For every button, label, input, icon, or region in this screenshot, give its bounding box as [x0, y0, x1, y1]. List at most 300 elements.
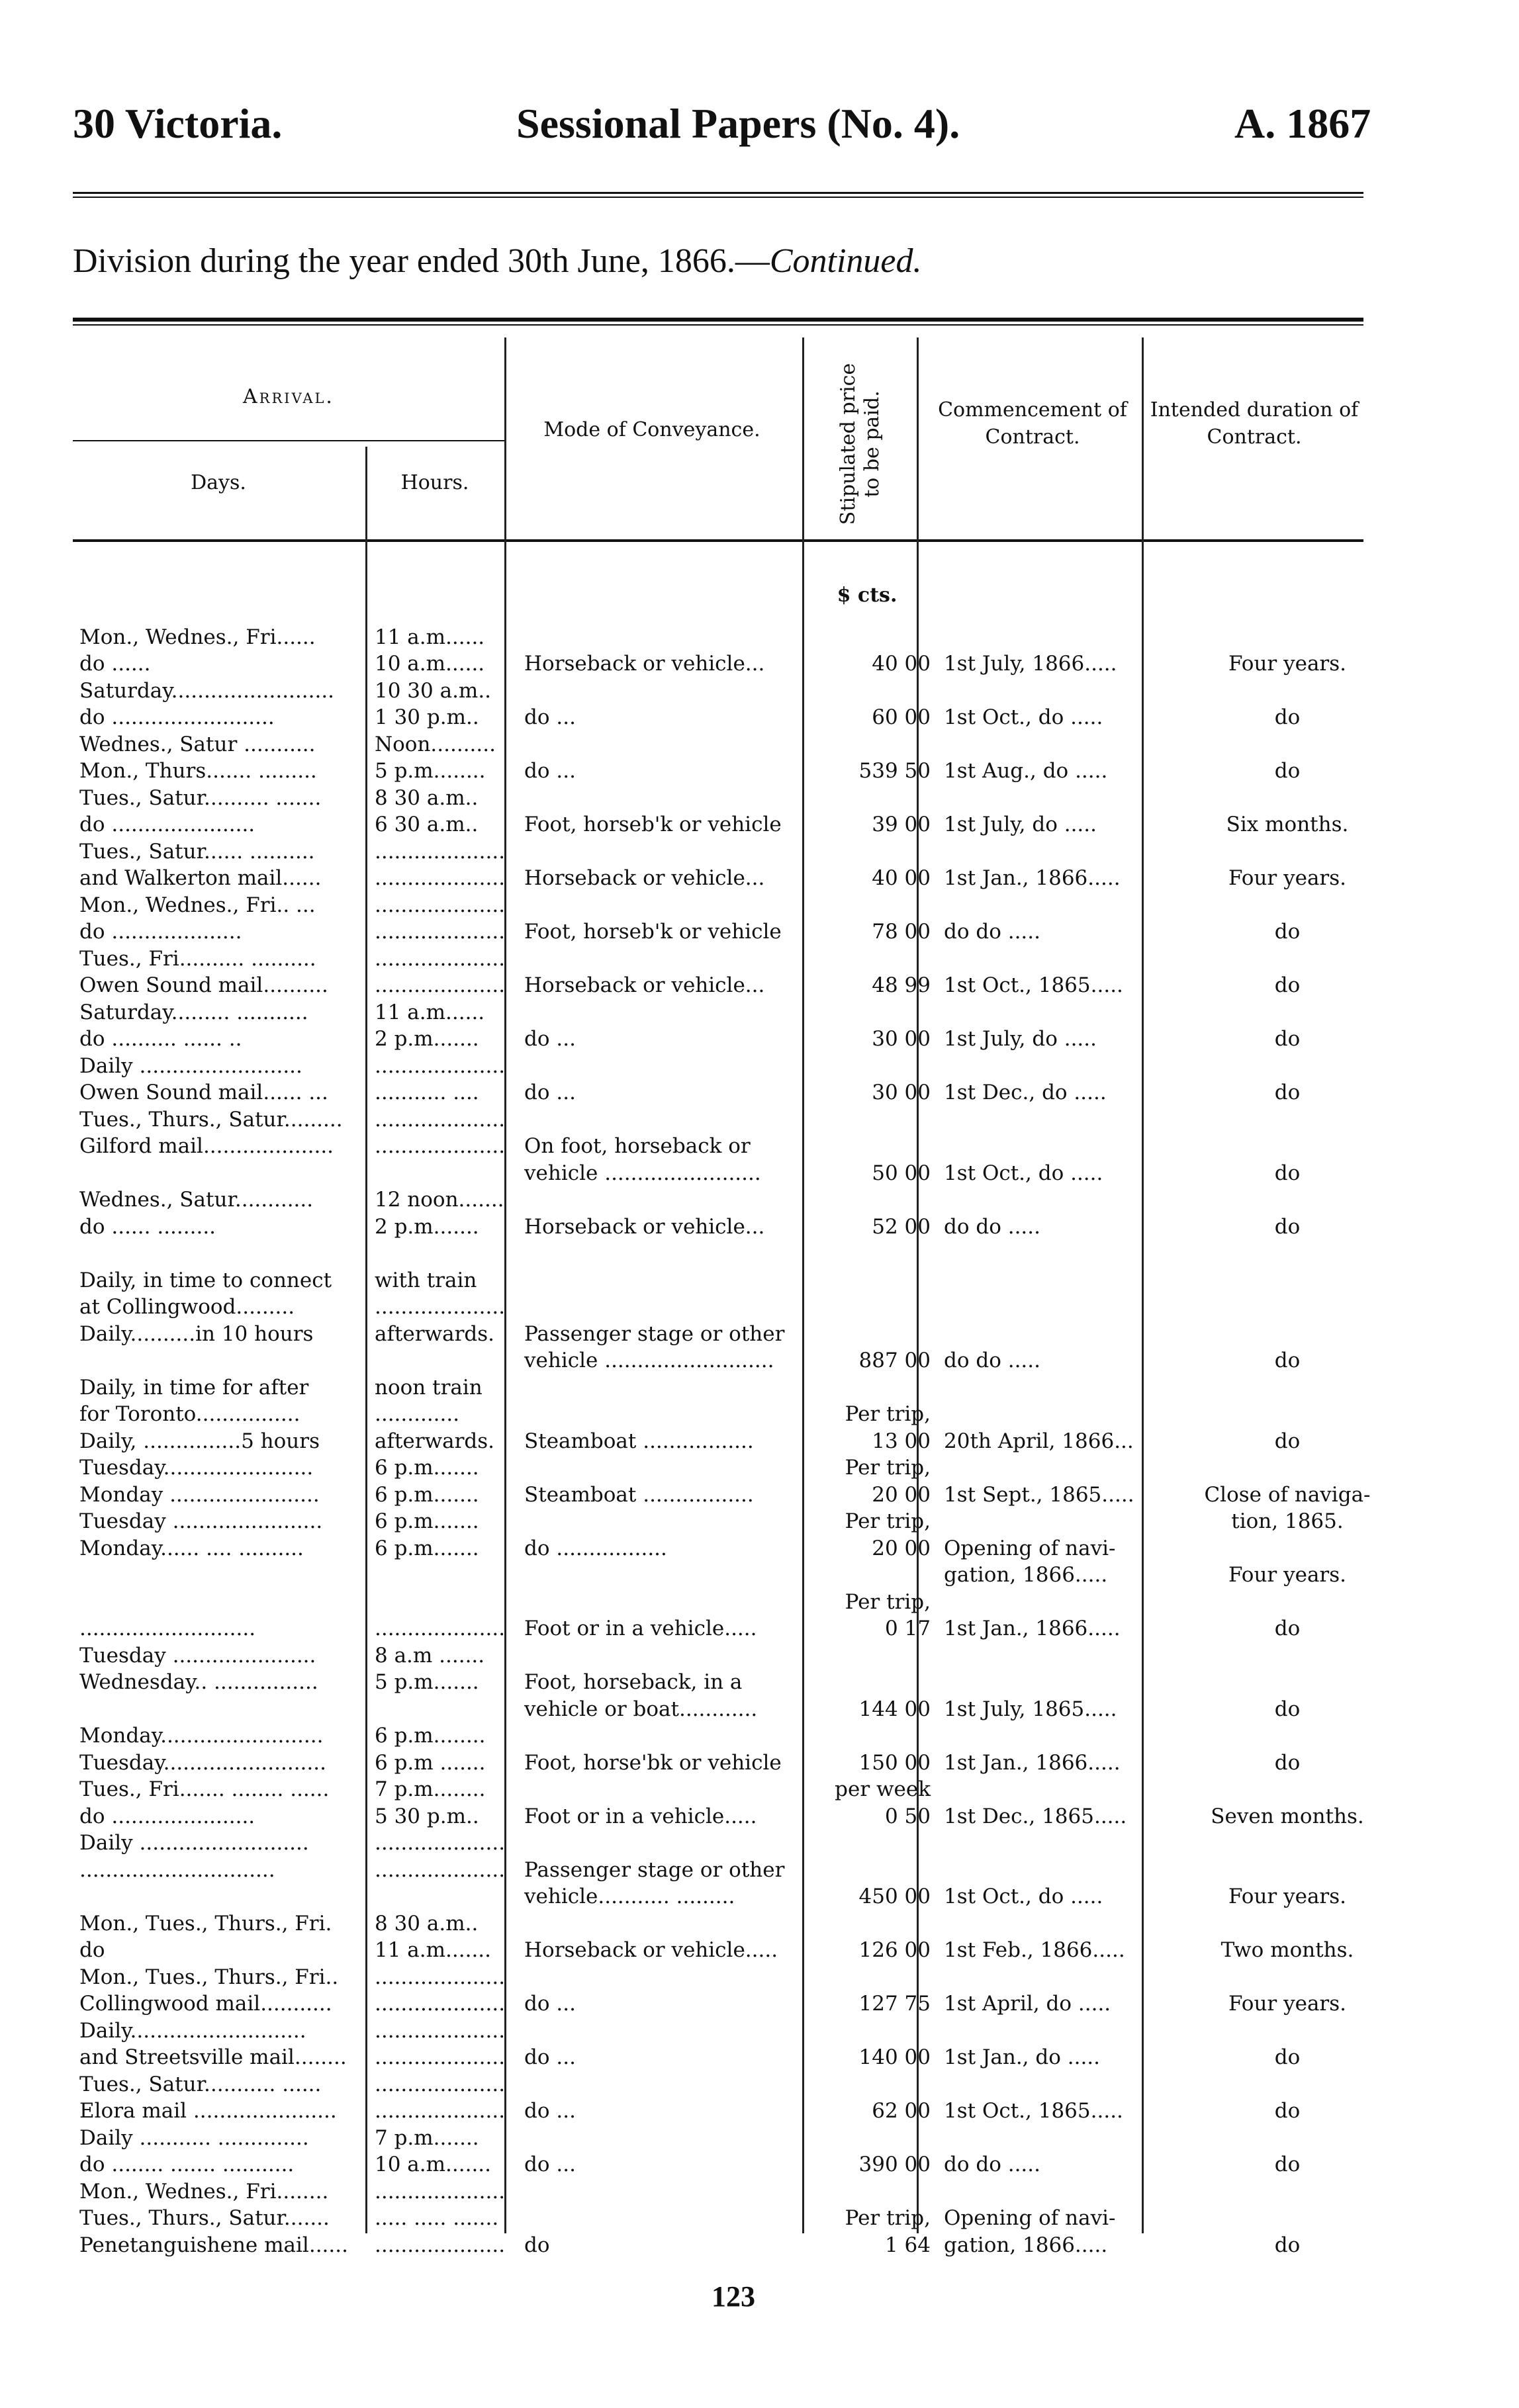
cell-hours: 10 a.m....... [375, 2153, 492, 2176]
cell-price: 60 00 [872, 705, 931, 729]
cell-days: Tuesday....................... [79, 1456, 314, 1480]
cell-days: at Collingwood......... [79, 1295, 295, 1319]
table-row [73, 1962, 1403, 1989]
cell-comm [937, 1507, 1172, 1534]
header-rule-2 [73, 197, 1363, 198]
cell-dur: Seven months. [1211, 1804, 1364, 1828]
cell-price [817, 1668, 937, 1695]
cell-dur [1172, 1051, 1403, 1078]
cell-price: 40 00 [872, 652, 931, 676]
table-row [73, 1132, 1403, 1159]
table-row [73, 2204, 1403, 2231]
cell-hours: noon train [375, 1375, 483, 1400]
table-row [73, 810, 1403, 837]
cell-dur [1172, 944, 1403, 971]
cell-days: Wednes., Satur............ [79, 1188, 314, 1212]
cell-comm: 1st Aug., do ..... [944, 759, 1108, 783]
cell-comm: 1st Oct., 1865..... [944, 973, 1123, 997]
cell-comm [937, 1104, 1172, 1132]
cell-days: Tuesday......................... [79, 1750, 326, 1775]
cell-hours: afterwards. [375, 1429, 495, 1453]
cell-dur [1172, 1453, 1403, 1480]
price-unit: $ cts. [837, 584, 898, 607]
table-row [73, 622, 1403, 649]
cell-mode [518, 1721, 817, 1748]
cell-price: Per trip, [845, 1589, 931, 1614]
cell-hours: .................... [375, 2072, 506, 2096]
table-row [73, 1775, 1403, 1802]
cell-hours: .................... [375, 2018, 506, 2043]
cell-price: 13 00 [872, 1429, 931, 1453]
cell-dur [1172, 1668, 1403, 1695]
cell-mode: do ... [524, 705, 576, 729]
cell-hours: .................... [375, 1831, 506, 1855]
cell-days: Daily........................... [79, 2018, 306, 2043]
cell-price: 48 99 [872, 973, 931, 997]
cell-dur: Close of naviga- [1204, 1482, 1371, 1507]
cell-hours [368, 1239, 518, 1266]
table-row [73, 1453, 1403, 1480]
cell-days: Mon., Wednes., Fri.. ... [79, 893, 316, 917]
cell-comm: 1st Jan., do ..... [944, 2045, 1101, 2069]
cell-price [817, 1185, 937, 1212]
cell-price [817, 729, 937, 756]
table-row [73, 1507, 1403, 1534]
cell-hours: 5 p.m........ [375, 759, 486, 783]
cell-mode: Foot, horse'bk or vehicle [524, 1750, 782, 1775]
cell-hours: 6 p.m ....... [375, 1750, 486, 1775]
cell-price: 1 64 [884, 2233, 931, 2257]
cell-mode: Foot or in a vehicle..... [524, 1804, 757, 1828]
cell-dur: do [1274, 1161, 1301, 1185]
cell-dur: do [1274, 920, 1301, 944]
cell-price [817, 1962, 937, 1989]
cell-mode: do ... [524, 1081, 576, 1104]
cell-price [817, 676, 937, 703]
cell-mode [518, 1828, 817, 1855]
cell-mode [518, 2069, 817, 2096]
cell-comm: 1st Dec., 1865..... [944, 1804, 1127, 1828]
cell-days: Tues., Fri....... ........ ...... [79, 1777, 330, 1801]
contracts-table-body [73, 622, 1403, 2257]
cell-dur [1172, 1640, 1403, 1668]
cell-days: Mon., Wednes., Fri........ [79, 2179, 329, 2204]
cell-mode [518, 1104, 817, 1132]
cell-hours: 1 30 p.m.. [375, 705, 479, 729]
cell-hours: .................... [375, 1857, 506, 1882]
cell-days: Daily ........... .............. [79, 2125, 309, 2150]
cell-mode: Horseback or vehicle... [524, 973, 765, 997]
arrival-underline [73, 440, 504, 441]
cell-price: 150 00 [858, 1750, 931, 1775]
table-row [73, 1265, 1403, 1292]
cell-mode [518, 1775, 817, 1802]
cell-comm [937, 1400, 1172, 1427]
table-row [73, 1640, 1403, 1668]
table-row [73, 1668, 1403, 1695]
cell-price [817, 1132, 937, 1159]
cell-hours: 6 p.m....... [375, 1456, 479, 1480]
cell-price [817, 1560, 937, 1587]
cell-days: Tues., Satur.......... ....... [79, 785, 322, 810]
cell-hours: 5 p.m....... [375, 1670, 479, 1694]
cell-price [817, 1265, 937, 1292]
cell-price: 39 00 [872, 813, 931, 836]
cell-mode [518, 1292, 817, 1319]
cell-days [73, 1158, 368, 1185]
table-row [73, 1346, 1403, 1373]
cell-mode: Foot, horseback, in a [524, 1670, 743, 1694]
cell-price [817, 997, 937, 1024]
cell-dur: do [1274, 1027, 1301, 1051]
cell-hours: Noon.......... [375, 732, 496, 756]
cell-comm: do do ..... [944, 920, 1040, 944]
cell-mode [518, 1239, 817, 1266]
cell-hours: .................... [375, 893, 506, 917]
cell-mode: Horseback or vehicle..... [524, 1938, 778, 1962]
cell-comm: 1st Jan., 1866..... [944, 866, 1121, 890]
cell-dur [1172, 783, 1403, 810]
cell-mode: Foot, horseb'k or vehicle [524, 920, 782, 944]
cell-comm: 20th April, 1866... [944, 1429, 1134, 1453]
cell-days: Tues., Thurs., Satur....... [79, 2206, 330, 2230]
cell-hours: 10 30 a.m.. [375, 678, 492, 703]
cell-comm [937, 783, 1172, 810]
page-number: 123 [712, 2280, 755, 2313]
cell-mode [518, 1962, 817, 1989]
table-row [73, 1372, 1403, 1400]
cell-hours: .................... [375, 1617, 506, 1640]
cell-price [817, 2069, 937, 2096]
cell-dur: do [1274, 759, 1301, 783]
table-row [73, 1158, 1403, 1185]
cell-days [73, 1239, 368, 1266]
cell-hours: .................... [375, 1992, 506, 2016]
cell-comm: 1st Jan., 1866..... [944, 1750, 1121, 1775]
cell-comm: do do ..... [944, 2153, 1040, 2176]
cell-mode [518, 944, 817, 971]
cell-days [73, 1694, 368, 1721]
cell-mode: Steamboat ................. [524, 1429, 754, 1453]
cell-price [817, 1855, 937, 1882]
cell-price: 62 00 [872, 2099, 931, 2123]
table-row [73, 1908, 1403, 1936]
cell-comm: 1st Oct., do ..... [944, 1161, 1103, 1185]
cell-hours: .................... [375, 1134, 506, 1158]
cell-dur: do [1274, 705, 1301, 729]
cell-mode [518, 1908, 817, 1936]
table-row [73, 997, 1403, 1024]
cell-hours: 8 a.m ....... [375, 1643, 485, 1668]
cell-price: 30 00 [872, 1027, 931, 1051]
cell-dur: do [1274, 2233, 1301, 2257]
cell-days: do .................... [79, 920, 242, 944]
cell-mode: vehicle or boat............ [524, 1697, 758, 1721]
cell-days: Tuesday ....................... [79, 1509, 323, 1533]
table-row [73, 1614, 1403, 1641]
header-rule [73, 192, 1363, 194]
cell-comm: do do ..... [944, 1214, 1040, 1239]
cell-mode [518, 2016, 817, 2043]
table-row [73, 1882, 1403, 1909]
cell-comm: 1st July, 1865..... [944, 1697, 1117, 1721]
cell-mode: vehicle ........................ [524, 1161, 761, 1185]
cell-mode [518, 1453, 817, 1480]
cell-dur [1172, 997, 1403, 1024]
table-row [73, 703, 1403, 730]
cell-hours: .................... [375, 2099, 506, 2123]
cell-days: Wednesday.. ................ [79, 1670, 318, 1694]
cell-mode [518, 1560, 817, 1587]
cell-price: per week [835, 1777, 931, 1801]
table-row [73, 1292, 1403, 1319]
table-row [73, 1801, 1403, 1828]
subtitle-text: Division during the year ended 30th June, 1866.— [73, 242, 770, 280]
cell-comm: 1st April, do ..... [944, 1992, 1111, 2016]
header-bottom-rule [73, 539, 1363, 542]
cell-hours: .................... [375, 1107, 506, 1132]
cell-dur [1172, 2123, 1403, 2150]
cell-mode [518, 2204, 817, 2231]
cell-comm: 1st Dec., do ..... [944, 1081, 1107, 1104]
cell-price [817, 1051, 937, 1078]
cell-mode [518, 729, 817, 756]
cell-mode [518, 1587, 817, 1614]
cell-comm: 1st July, do ..... [944, 813, 1097, 836]
cell-days: Daily, in time to connect [79, 1268, 332, 1292]
cell-mode: do ... [524, 759, 576, 783]
cell-dur: do [1274, 1349, 1301, 1372]
cell-days: Saturday......... ........... [79, 1000, 308, 1024]
cell-days: Daily, ...............5 hours [79, 1429, 320, 1453]
cell-days: Mon., Thurs....... ......... [79, 759, 317, 783]
cell-days: Mon., Wednes., Fri...... [79, 625, 316, 649]
table-row [73, 2123, 1403, 2150]
cell-hours: 7 p.m....... [375, 2125, 479, 2150]
table-row [73, 2069, 1403, 2096]
cell-comm [937, 1372, 1172, 1400]
table-row [73, 2176, 1403, 2204]
table-row [73, 836, 1403, 864]
cell-price: 20 00 [872, 1536, 931, 1560]
table-row [73, 756, 1403, 783]
table-row [73, 1989, 1403, 2016]
cell-mode [518, 676, 817, 703]
cell-days [73, 1587, 368, 1614]
cell-dur [1172, 676, 1403, 703]
cell-hours [368, 1882, 518, 1909]
cell-dur: do [1274, 2099, 1301, 2123]
cell-comm [937, 1132, 1172, 1159]
cell-price: 52 00 [872, 1214, 931, 1239]
cell-mode [518, 1372, 817, 1400]
table-row [73, 676, 1403, 703]
page-subtitle [73, 242, 922, 281]
cell-days: Daily..........in 10 hours [79, 1321, 314, 1346]
cell-mode [518, 2176, 817, 2204]
table-row [73, 1694, 1403, 1721]
cell-days: Tuesday ...................... [79, 1643, 316, 1668]
cell-days: do ...................... [79, 1804, 255, 1828]
cell-dur [1172, 1962, 1403, 1989]
cell-comm [937, 836, 1172, 864]
header-center: Sessional Papers (No. 4). [516, 100, 960, 147]
cell-mode: vehicle .......................... [524, 1349, 774, 1372]
cell-hours: ........... .... [375, 1081, 479, 1104]
cell-mode: do ... [524, 2045, 576, 2069]
cell-days: Wednes., Satur ........... [79, 732, 316, 756]
cell-mode [518, 1400, 817, 1427]
header-right: A. 1867 [1234, 100, 1371, 147]
cell-dur: do [1274, 1617, 1301, 1640]
cell-price [817, 1721, 937, 1748]
cell-days: Saturday......................... [79, 678, 335, 703]
cell-hours: 2 p.m....... [375, 1214, 479, 1239]
cell-hours: 12 noon....... [375, 1188, 504, 1212]
cell-price [817, 836, 937, 864]
cell-hours: 8 30 a.m.. [375, 785, 479, 810]
cell-days [73, 1346, 368, 1373]
cell-dur [1172, 1775, 1403, 1802]
col-hours: Hours. [400, 471, 469, 494]
table-row [73, 890, 1403, 917]
cell-hours: .................... [375, 839, 506, 864]
cell-mode: On foot, horseback or [524, 1134, 751, 1158]
cell-hours: .................... [375, 1965, 506, 1989]
cell-dur [1172, 1828, 1403, 1855]
cell-days: and Streetsville mail........ [79, 2045, 347, 2069]
cell-mode [518, 1265, 817, 1292]
cell-comm [937, 1453, 1172, 1480]
cell-hours: 10 a.m...... [375, 652, 485, 676]
cell-price: 450 00 [858, 1885, 931, 1908]
cell-mode [518, 783, 817, 810]
cell-hours: 2 p.m....... [375, 1027, 479, 1051]
cell-days: do ......................... [79, 705, 275, 729]
cell-comm: 1st Sept., 1865..... [944, 1482, 1134, 1507]
cell-mode: do ... [524, 2099, 576, 2123]
cell-comm [937, 1855, 1172, 1882]
cell-days: ........................... [79, 1617, 256, 1640]
cell-hours: 8 30 a.m.. [375, 1911, 479, 1936]
cell-price: 126 00 [858, 1938, 931, 1962]
cell-comm [937, 2176, 1172, 2204]
cell-comm [937, 622, 1172, 649]
cell-price [817, 1372, 937, 1400]
cell-mode: Steamboat ................. [524, 1482, 754, 1507]
cell-dur [1172, 1400, 1403, 1427]
cell-comm: 1st July, do ..... [944, 1027, 1097, 1051]
cell-hours [368, 1560, 518, 1587]
table-row [73, 1480, 1403, 1507]
cell-dur [1172, 1533, 1403, 1560]
cell-hours: .................... [375, 920, 506, 944]
cell-dur [1172, 1319, 1403, 1346]
cell-dur: do [1274, 973, 1301, 997]
cell-comm [937, 2069, 1172, 2096]
cell-dur [1172, 2016, 1403, 2043]
cell-price: 0 17 [884, 1617, 931, 1640]
cell-mode: Horseback or vehicle... [524, 652, 765, 676]
cell-hours: ..... ..... ....... [375, 2206, 499, 2230]
cell-comm [937, 1319, 1172, 1346]
cell-days: for Toronto................ [79, 1402, 300, 1426]
cell-dur: Four years. [1228, 1563, 1347, 1587]
cell-comm [937, 676, 1172, 703]
cell-days: Owen Sound mail...... ... [79, 1081, 328, 1104]
cell-days: Tues., Satur........... ...... [79, 2072, 322, 2096]
cell-comm [937, 1051, 1172, 1078]
cell-mode [518, 997, 817, 1024]
cell-dur: do [1274, 1750, 1301, 1775]
table-row [73, 1185, 1403, 1212]
cell-mode: Foot or in a vehicle..... [524, 1617, 757, 1640]
cell-price [817, 1908, 937, 1936]
cell-price: 144 00 [858, 1697, 931, 1721]
cell-price [817, 1239, 937, 1266]
cell-comm [937, 1828, 1172, 1855]
cell-hours: 6 30 a.m.. [375, 813, 479, 836]
cell-price: 30 00 [872, 1081, 931, 1104]
cell-dur [1172, 1132, 1403, 1159]
table-row [73, 2043, 1403, 2070]
cell-mode [518, 2123, 817, 2150]
cell-price: 390 00 [858, 2153, 931, 2176]
cell-hours: 6 p.m....... [375, 1482, 479, 1507]
table-row [73, 1828, 1403, 1855]
cell-days: Monday ....................... [79, 1482, 320, 1507]
table-top-rule-2 [73, 324, 1363, 326]
table-row [73, 971, 1403, 998]
cell-comm [937, 2016, 1172, 2043]
cell-comm: do do ..... [944, 1349, 1040, 1372]
cell-mode: Passenger stage or other [524, 1857, 785, 1882]
cell-price [817, 890, 937, 917]
table-row [73, 649, 1403, 676]
cell-days: Gilford mail.................... [79, 1134, 334, 1158]
cell-dur: Four years. [1228, 1992, 1347, 2016]
cell-comm [937, 1587, 1172, 1614]
cell-mode: do ... [524, 1992, 576, 2016]
cell-dur [1172, 1265, 1403, 1292]
cell-mode: do [524, 2233, 550, 2257]
col-price-label: Stipulated price to be paid. [837, 363, 884, 525]
cell-comm [937, 1640, 1172, 1668]
cell-hours [368, 1587, 518, 1614]
cell-days: and Walkerton mail...... [79, 866, 322, 890]
cell-hours: afterwards. [375, 1321, 495, 1346]
table-row [73, 1936, 1403, 1963]
cell-mode: Horseback or vehicle... [524, 1214, 765, 1239]
cell-comm [937, 1239, 1172, 1266]
cell-comm [937, 2123, 1172, 2150]
cell-dur [1172, 1292, 1403, 1319]
cell-days: Tues., Satur...... .......... [79, 839, 315, 864]
cell-comm [937, 997, 1172, 1024]
cell-dur: Four years. [1228, 866, 1347, 890]
cell-days [73, 1560, 368, 1587]
table-row [73, 2230, 1403, 2257]
cell-dur: do [1274, 2153, 1301, 2176]
cell-dur [1172, 1104, 1403, 1132]
cell-comm: 1st July, 1866..... [944, 652, 1117, 676]
cell-price: 50 00 [872, 1161, 931, 1185]
cell-comm [937, 1668, 1172, 1695]
table-row [73, 1587, 1403, 1614]
table-row [73, 1104, 1403, 1132]
cell-hours: .................... [375, 946, 506, 971]
cell-mode [518, 1507, 817, 1534]
